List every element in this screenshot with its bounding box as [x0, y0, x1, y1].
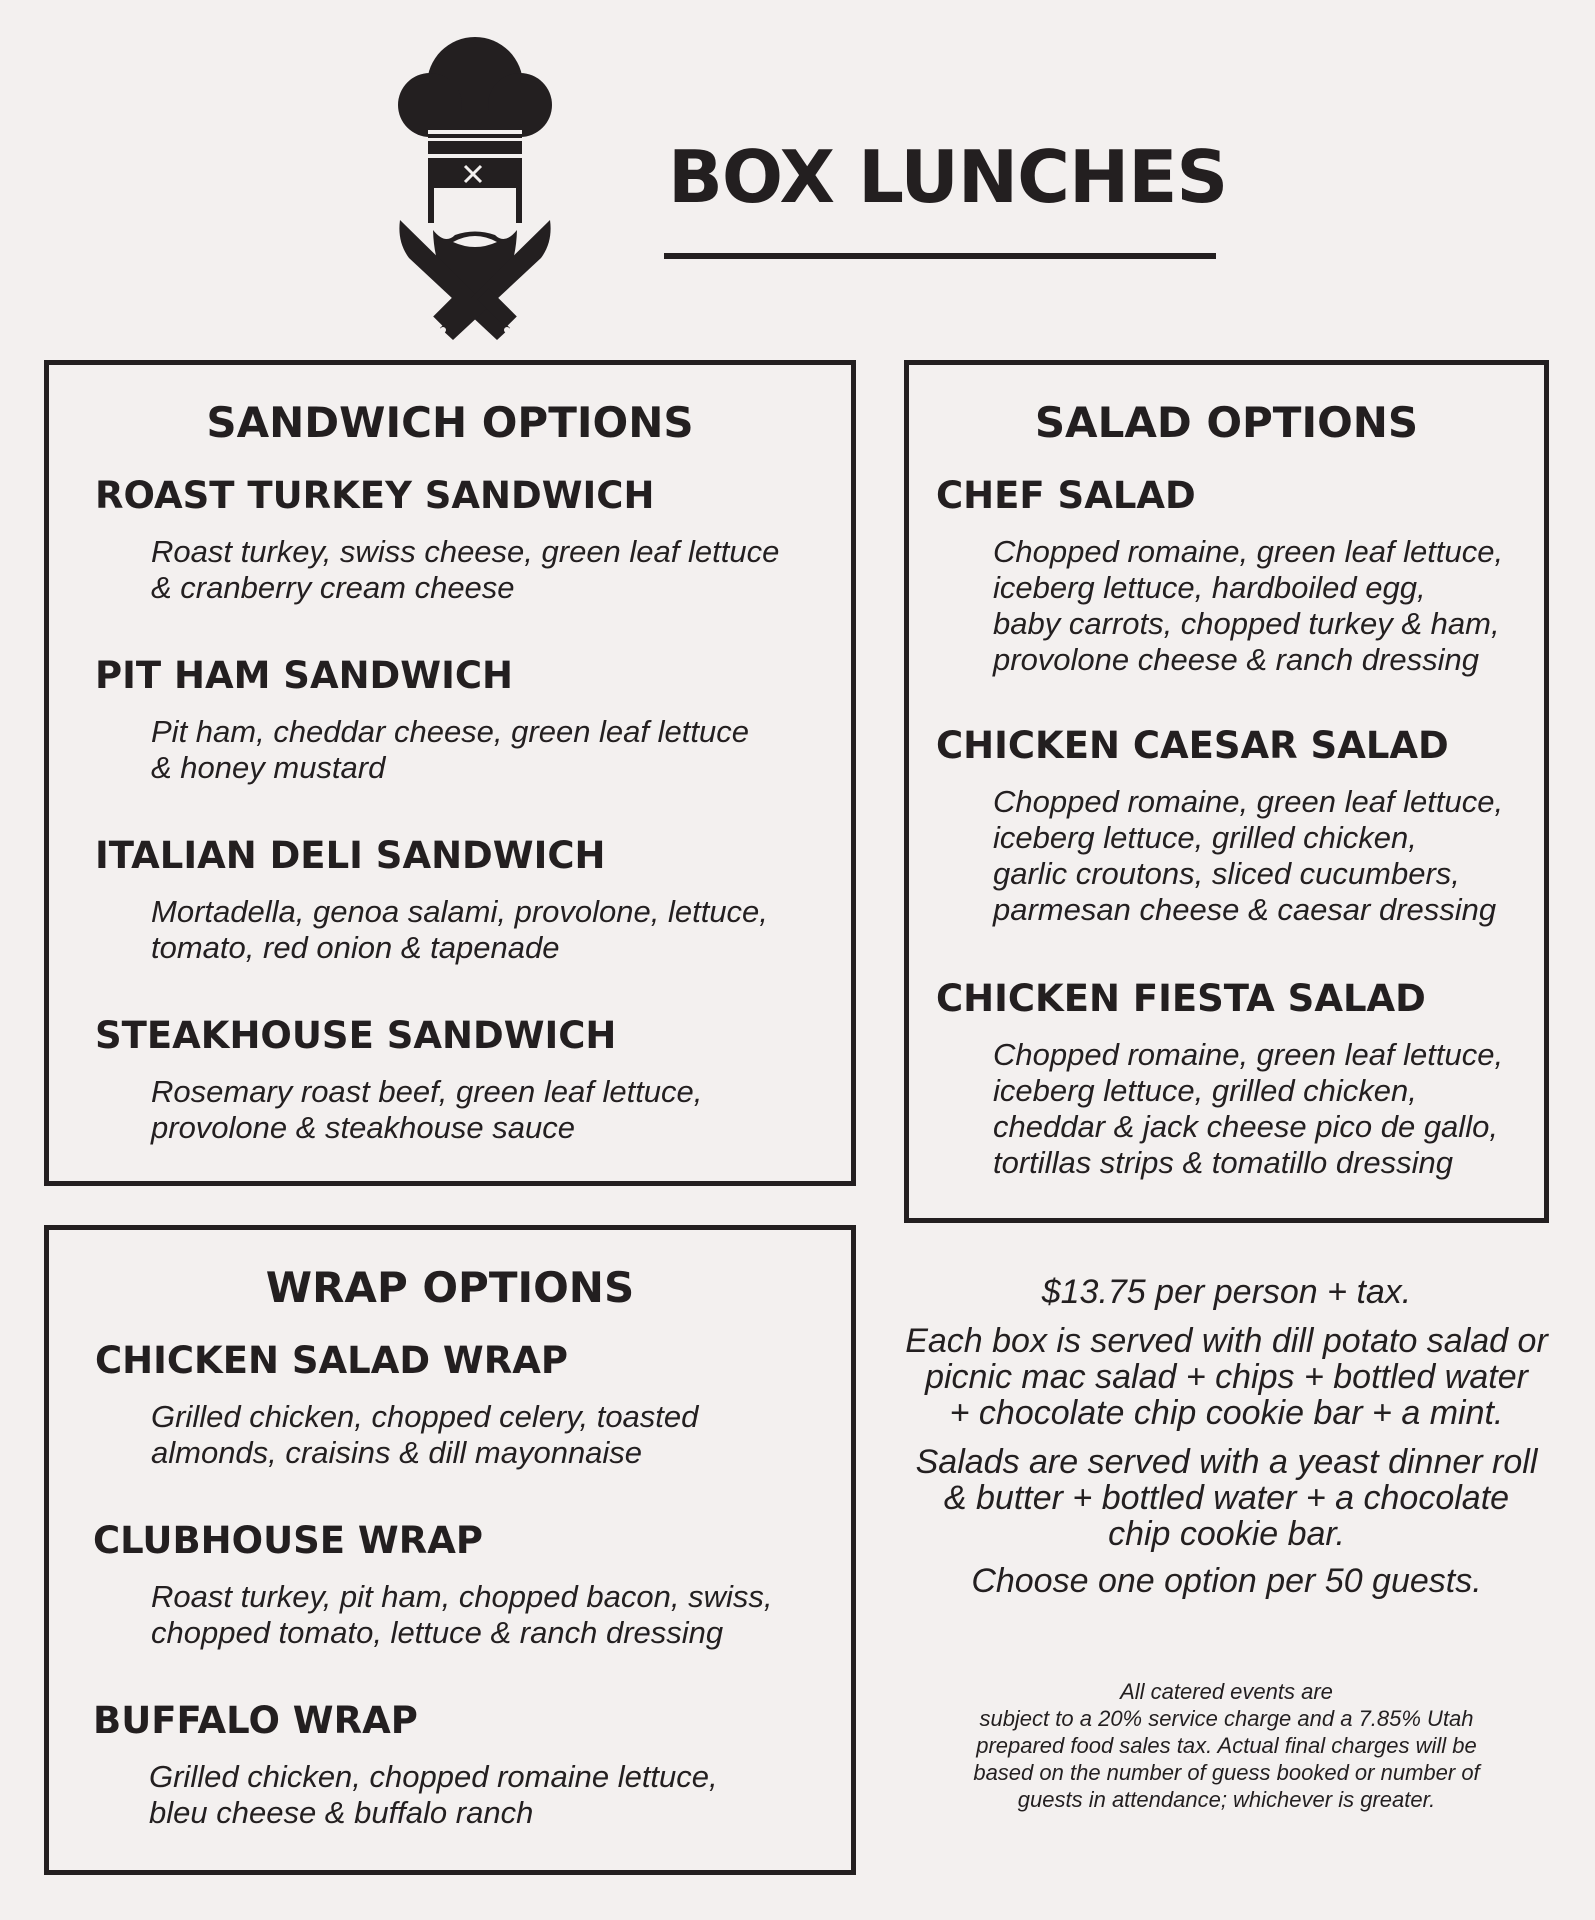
disclaimer-text: All catered events are subject to a 20% service charge and a 7.85% Utah prepared food sales tax. Actual final charges will be based on the number of guess booked or number of guests in attendance; whichever is greater.: [973, 1679, 1480, 1812]
sandwich-heading: SANDWICH OPTIONS: [206, 398, 694, 447]
salad-heading: SALAD OPTIONS: [1034, 398, 1419, 447]
menu-item-name: CHICKEN FIESTA SALAD: [936, 977, 1426, 1020]
menu-item-description: Grilled chicken, chopped celery, toasted almonds, craisins & dill mayonnaise: [151, 1399, 699, 1470]
chef-with-crossed-knives-icon: [395, 30, 555, 345]
menu-item-name: CHICKEN SALAD WRAP: [95, 1339, 568, 1382]
menu-item-name: PIT HAM SANDWICH: [95, 654, 513, 697]
menu-item-description: Chopped romaine, green leaf lettuce, iceberg lettuce, grilled chicken, garlic croutons, sliced cucumbers, parmesan cheese & caesar dressing: [993, 784, 1504, 927]
title-underline: [664, 253, 1216, 259]
menu-item-name: ROAST TURKEY SANDWICH: [95, 474, 655, 517]
menu-item-name: CHEF SALAD: [936, 474, 1196, 517]
salad-contents-text: Salads are served with a yeast dinner roll & butter + bottled water + a chocolate chip cookie bar.: [915, 1443, 1538, 1553]
page-title: BOX LUNCHES: [668, 135, 1228, 219]
menu-item-description: Roast turkey, pit ham, chopped bacon, swiss, chopped tomato, lettuce & ranch dressing: [151, 1579, 773, 1650]
menu-item-name: CHICKEN CAESAR SALAD: [936, 724, 1449, 767]
menu-item-description: Chopped romaine, green leaf lettuce, iceberg lettuce, grilled chicken, cheddar & jack cheese pico de gallo, tortillas strips & tomatillo dressing: [993, 1037, 1504, 1180]
menu-item-description: Rosemary roast beef, green leaf lettuce, provolone & steakhouse sauce: [151, 1074, 703, 1145]
menu-item-description: Pit ham, cheddar cheese, green leaf lettuce & honey mustard: [151, 714, 749, 785]
menu-item-name: ITALIAN DELI SANDWICH: [95, 834, 606, 877]
wrap-options-box: [44, 1225, 856, 1875]
wrap-heading: WRAP OPTIONS: [265, 1263, 635, 1312]
guest-rule-text: Choose one option per 50 guests.: [971, 1562, 1482, 1600]
sandwich-options-box: [44, 360, 856, 1186]
menu-item-name: STEAKHOUSE SANDWICH: [95, 1014, 617, 1057]
menu-item-name: BUFFALO WRAP: [93, 1699, 418, 1742]
menu-item-description: Chopped romaine, green leaf lettuce, iceberg lettuce, hardboiled egg, baby carrots, chopped turkey & ham, provolone cheese & ranch dressing: [993, 534, 1504, 677]
box-contents-text: Each box is served with dill potato salad or picnic mac salad + chips + bottled water + chocolate chip cookie bar + a mint.: [905, 1322, 1548, 1432]
menu-item-description: Mortadella, genoa salami, provolone, lettuce, tomato, red onion & tapenade: [151, 894, 768, 965]
salad-options-box: [904, 360, 1549, 1223]
menu-item-description: Grilled chicken, chopped romaine lettuce, bleu cheese & buffalo ranch: [149, 1759, 718, 1830]
menu-item-name: CLUBHOUSE WRAP: [93, 1519, 483, 1562]
price-text: $13.75 per person + tax.: [1041, 1273, 1412, 1311]
menu-item-description: Roast turkey, swiss cheese, green leaf lettuce & cranberry cream cheese: [151, 534, 780, 605]
